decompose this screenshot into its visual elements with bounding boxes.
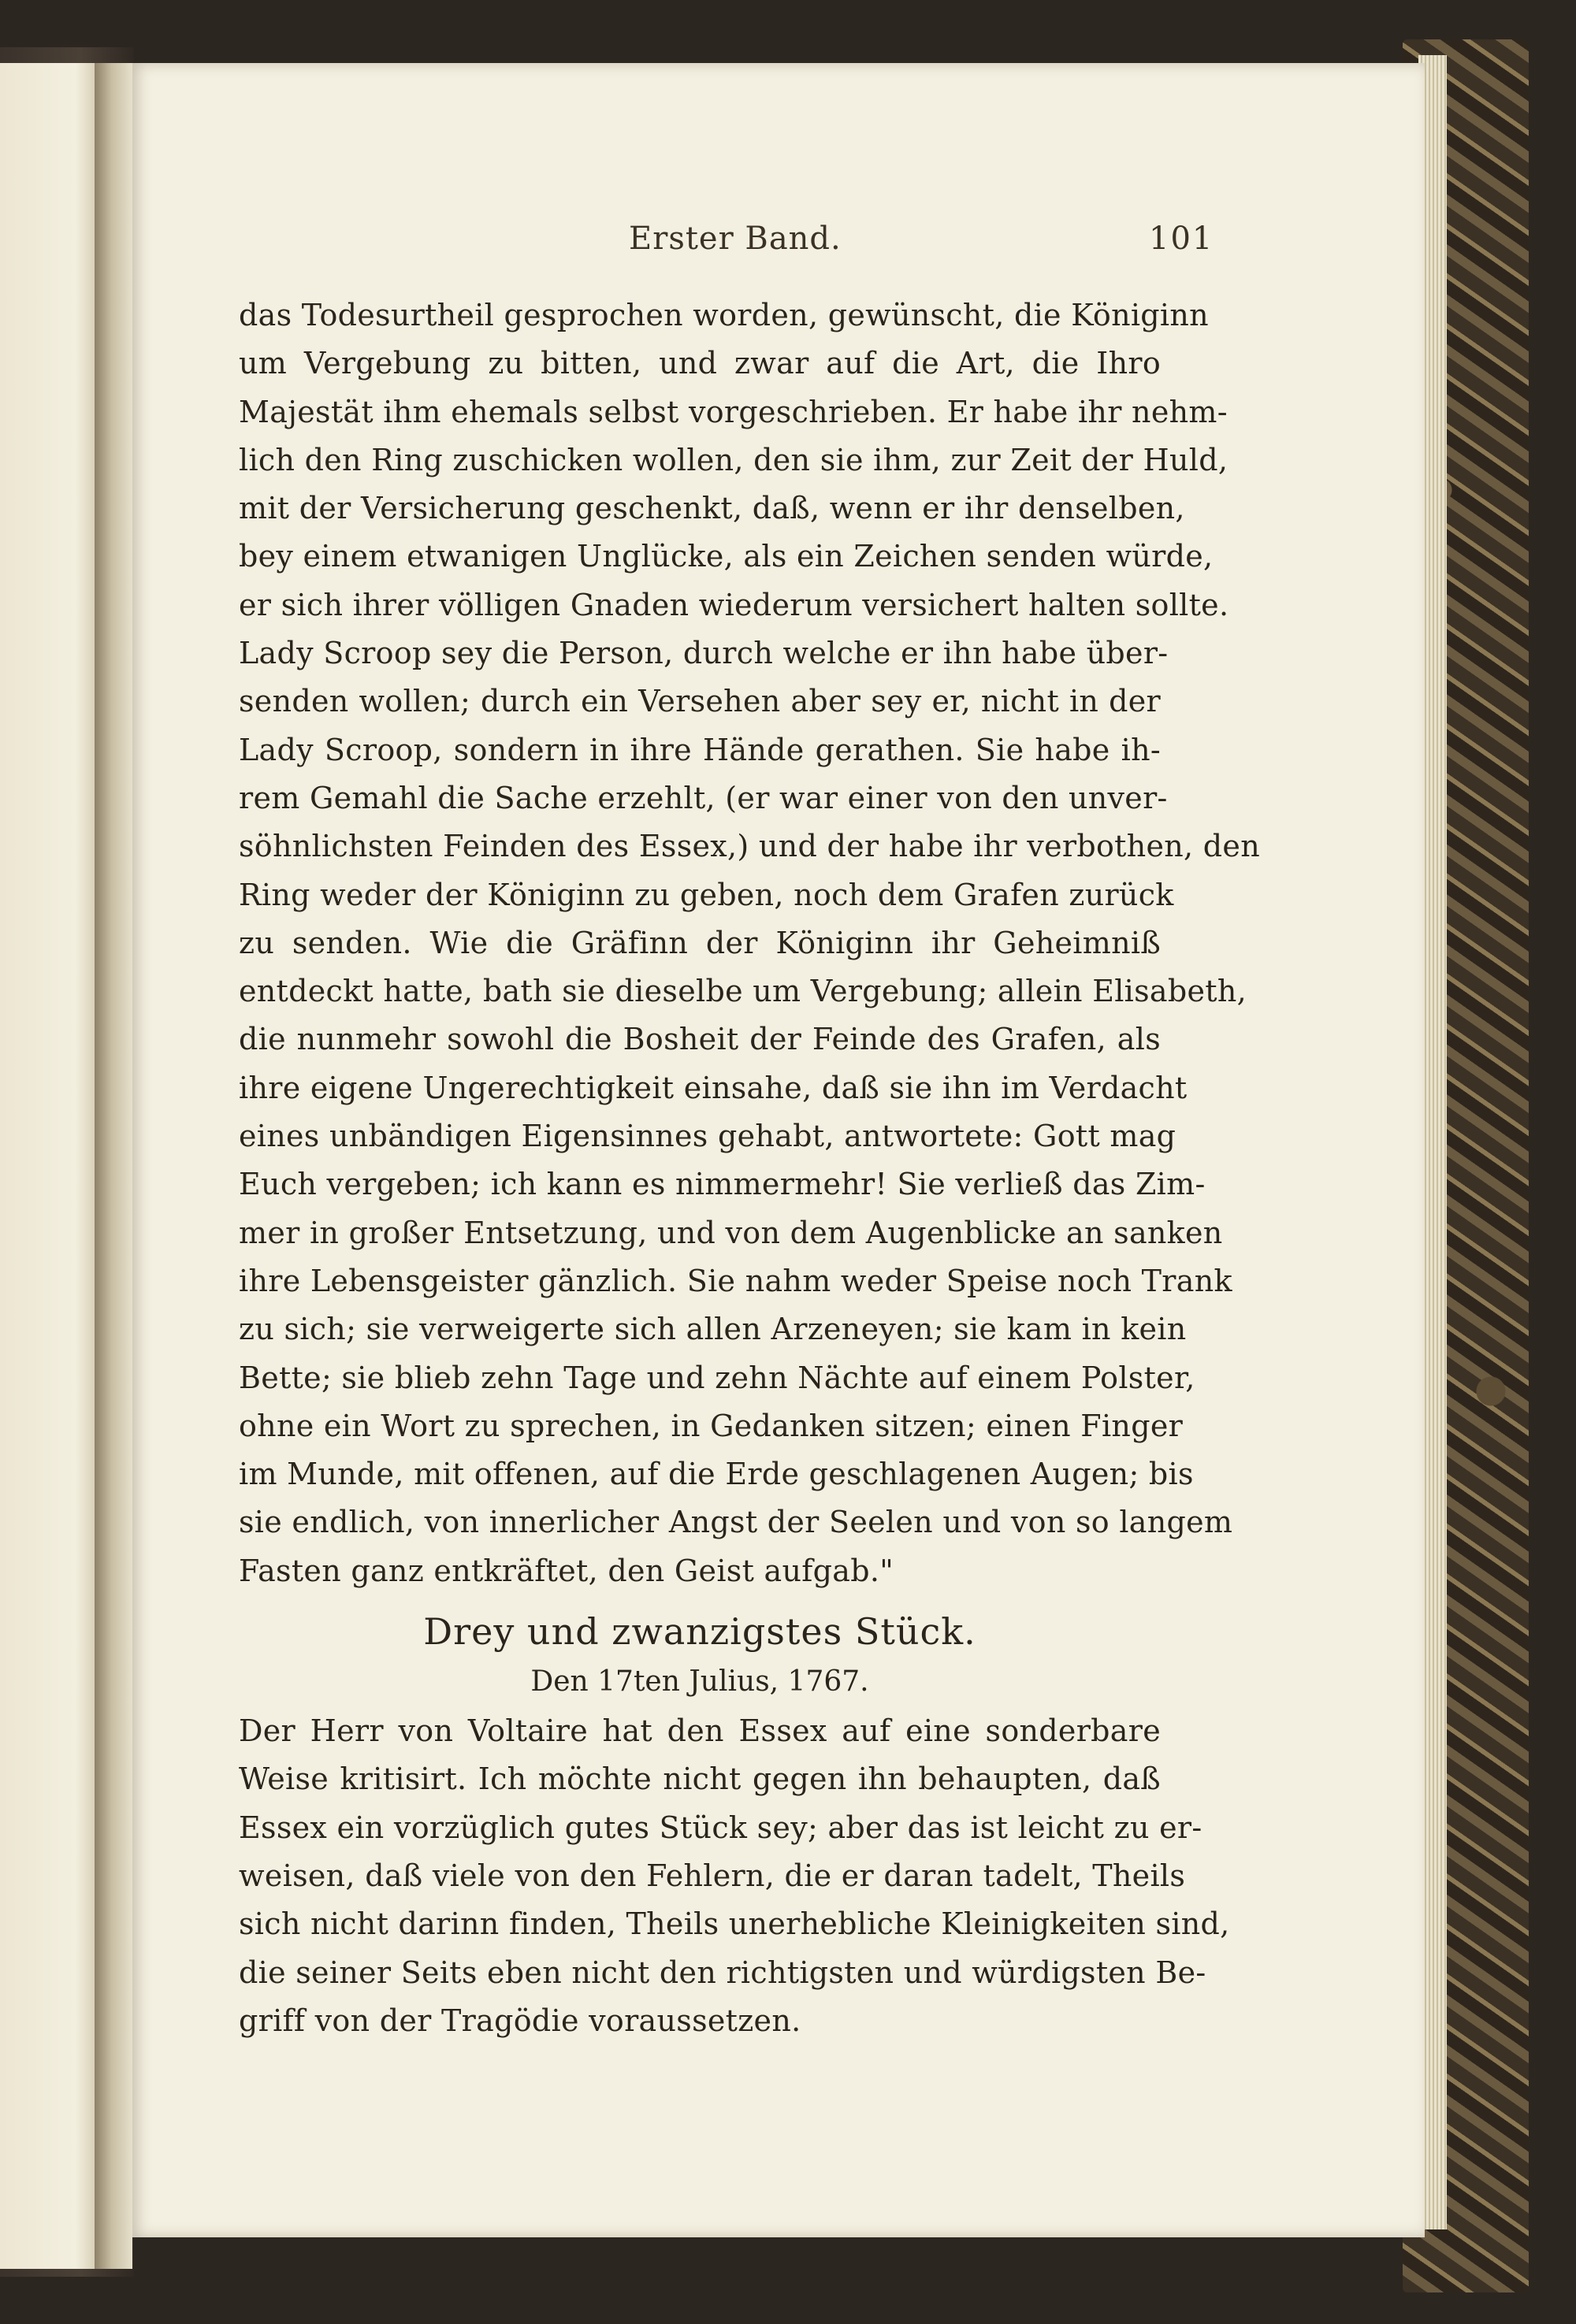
text-line: Der Herr von Voltaire hat den Essex auf eine sonderbare xyxy=(239,1713,1161,1749)
text-line: söhnlichsten Feinden des Essex,) und der habe ihr verbothen, den xyxy=(239,829,1260,864)
book-page xyxy=(132,63,1425,2237)
text-line: er sich ihrer völligen Gnaden wiederum versichert halten sollte. xyxy=(239,587,1229,622)
text-line: mit der Versicherung geschenkt, daß, wenn er ihr denselben, xyxy=(239,491,1185,526)
text-line: sie endlich, von innerlicher Angst der Seelen und von so langem xyxy=(239,1505,1233,1540)
text-line: um Vergebung zu bitten, und zwar auf die Art, die Ihro xyxy=(239,346,1161,381)
paragraph-section-start xyxy=(239,1707,1230,2045)
section-date: Den 17ten Julius, 1767. xyxy=(530,1665,869,1698)
text-line: senden wollen; durch ein Versehen aber sey er, nicht in der xyxy=(239,684,1161,719)
text-line: lich den Ring zuschicken wollen, den sie ihm, zur Zeit der Huld, xyxy=(239,442,1228,477)
text-line: die nunmehr sowohl die Bosheit der Feinde des Grafen, als xyxy=(239,1022,1161,1057)
text-line: eines unbändigen Eigensinnes gehabt, antwortete: Gott mag xyxy=(239,1119,1176,1154)
text-line: Majestät ihm ehemals selbst vorgeschrieben. Er habe ihr nehm- xyxy=(239,394,1228,429)
text-line: rem Gemahl die Sache erzehlt, (er war einer von den unver- xyxy=(239,780,1168,815)
section-title: Drey und zwanzigstes Stück. xyxy=(423,1610,976,1654)
paragraph-continued xyxy=(239,291,1260,1595)
text-line: zu senden. Wie die Gräfinn der Königinn ihr Geheimniß xyxy=(239,925,1161,960)
text-line: zu sich; sie verweigerte sich allen Arzeneyen; sie kam in kein xyxy=(239,1312,1187,1347)
running-head-title: Erster Band. xyxy=(629,221,842,257)
facing-page-edge xyxy=(0,63,96,2269)
book-gutter xyxy=(95,63,132,2269)
text-line: mer in großer Entsetzung, und von dem Augenblicke an sanken xyxy=(239,1215,1223,1250)
text-line: das Todesurtheil gesprochen worden, gewünscht, die Königinn xyxy=(239,298,1209,332)
text-line: griff von der Tragödie voraussetzen. xyxy=(239,2003,801,2038)
text-line: ohne ein Wort zu sprechen, in Gedanken sitzen; einen Finger xyxy=(239,1408,1184,1443)
text-line: Lady Scroop sey die Person, durch welche er ihn habe über- xyxy=(239,636,1169,671)
text-line: sich nicht darinn finden, Theils unerhebliche Kleinigkeiten sind, xyxy=(239,1906,1230,1942)
body-text xyxy=(239,291,1260,2045)
text-line: bey einem etwanigen Unglücke, als ein Zeichen senden würde, xyxy=(239,539,1214,574)
text-line: ihre eigene Ungerechtigkeit einsahe, daß sie ihn im Verdacht xyxy=(239,1070,1188,1105)
page-number: 101 xyxy=(1149,221,1214,257)
text-line: entdeckt hatte, bath sie dieselbe um Vergebung; allein Elisabeth, xyxy=(239,974,1247,1009)
text-line: Fasten ganz entkräftet, den Geist aufgab." xyxy=(239,1553,894,1588)
text-line: Essex ein vorzüglich gutes Stück sey; aber das ist leicht zu er- xyxy=(239,1810,1202,1845)
text-line: die seiner Seits eben nicht den richtigsten und würdigsten Be- xyxy=(239,1955,1206,1990)
text-line: Weise kritisirt. Ich möchte nicht gegen ihn behaupten, daß xyxy=(239,1762,1161,1797)
text-line: weisen, daß viele von den Fehlern, die er daran tadelt, Theils xyxy=(239,1858,1186,1893)
text-line: Lady Scroop, sondern in ihre Hände gerathen. Sie habe ih- xyxy=(239,732,1161,767)
text-line: im Munde, mit offenen, auf die Erde geschlagenen Augen; bis xyxy=(239,1457,1194,1492)
text-line: Euch vergeben; ich kann es nimmermehr! Sie verließ das Zim- xyxy=(239,1167,1206,1202)
text-line: Ring weder der Königinn zu geben, noch dem Grafen zurück xyxy=(239,877,1174,912)
running-head xyxy=(132,221,1425,268)
text-line: ihre Lebensgeister gänzlich. Sie nahm weder Speise noch Trank xyxy=(239,1263,1232,1298)
text-line: Bette; sie blieb zehn Tage und zehn Nächte auf einem Polster, xyxy=(239,1360,1195,1395)
